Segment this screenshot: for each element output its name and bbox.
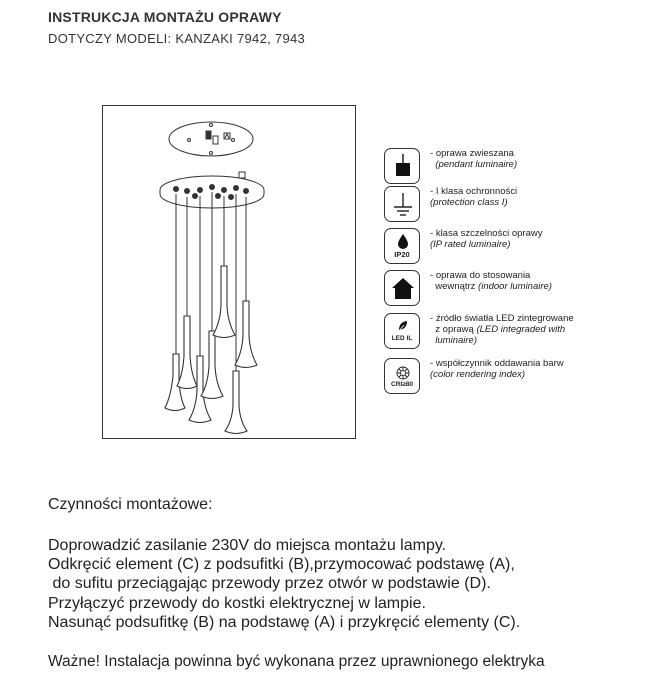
pendant-lamp-diagram — [103, 106, 355, 438]
legend-item-led: LED IL - źródło światła LED zintegrowane z oprawą (LED integraded with luminaire) — [384, 313, 634, 353]
cri-icon — [384, 358, 420, 394]
legend-pl-text-2: z oprawą — [435, 324, 474, 335]
legend-pl-text-2: wewnątrz — [435, 281, 476, 292]
model-subtitle: DOTYCZY MODELI: KANZAKI 7942, 7943 — [48, 31, 306, 46]
legend-en-text: (LED integraded with — [476, 324, 566, 335]
legend-pl-text: źródło światła LED zintegrowane — [435, 313, 574, 324]
legend-pl-text: współczynnik oddawania barw — [435, 358, 564, 369]
instructions-heading: Czynności montażowe: — [48, 496, 213, 513]
legend-item-ip-rating: IP20 - klasa szczelności oprawy (IP rated luminaire) — [384, 228, 634, 268]
ip-rating-icon — [384, 228, 420, 264]
indoor-house-icon — [384, 270, 420, 306]
lamp-shade — [235, 301, 257, 368]
legend-item-cri: CRI≥80 - współczynnik oddawania barw (color rendering index) — [384, 358, 634, 398]
legend-en-text: (indoor luminaire) — [478, 281, 552, 292]
instruction-step: do sufitu przeciągając przewody przez otwór w podstawie (D). — [48, 575, 491, 592]
led-leaf-icon — [384, 313, 420, 349]
pendant-luminaire-icon — [384, 148, 420, 184]
lamp-shade — [213, 266, 235, 338]
cri-label: CRI≥80 — [391, 381, 413, 388]
legend-pl-text: oprawa zwieszana — [435, 148, 514, 159]
legend-en-text-2: luminaire) — [435, 335, 477, 346]
ip-rating-label: IP20 — [394, 250, 410, 259]
legend-pl-text: oprawa do stosowania — [435, 270, 531, 281]
warning-text: Ważne! Instalacja powinna być wykonana przez uprawnionego elektryka — [48, 653, 545, 670]
legend-pl-text: klasa szczelności oprawy — [435, 228, 543, 239]
legend-en-text: (pendant luminaire) — [435, 159, 518, 170]
legend-pl-text: I klasa ochronności — [435, 186, 518, 197]
legend-item-indoor: - oprawa do stosowania wewnątrz (indoor luminaire) — [384, 270, 634, 310]
legend-en-text: (color rendering index) — [430, 369, 526, 380]
legend-en-text: (protection class I) — [430, 197, 508, 208]
legend-en-text: (IP rated luminaire) — [430, 239, 511, 250]
lamp-shade — [225, 371, 247, 434]
instruction-step: Nasunąć podsufitkę (B) na podstawę (A) i przykręcić elementy (C). — [48, 614, 521, 631]
lamp-shade — [201, 331, 223, 399]
instruction-step: Odkręcić element (C) z podsufitki (B),przymocować podstawę (A), — [48, 556, 515, 573]
document-title: INSTRUKCJA MONTAŻU OPRAWY — [48, 9, 282, 25]
legend-item-protection-class: - I klasa ochronności (protection class I) — [384, 186, 634, 226]
instruction-step: Doprowadzić zasilanie 230V do miejsca montażu lampy. — [48, 537, 447, 554]
legend-item-pendant: - oprawa zwieszana (pendant luminaire) — [384, 148, 634, 188]
led-label: LED IL — [391, 335, 413, 342]
lamp-shade — [177, 316, 197, 389]
instruction-step: Przyłączyć przewody do kostki elektrycznej w lampie. — [48, 595, 426, 612]
protection-class-icon — [384, 186, 420, 222]
